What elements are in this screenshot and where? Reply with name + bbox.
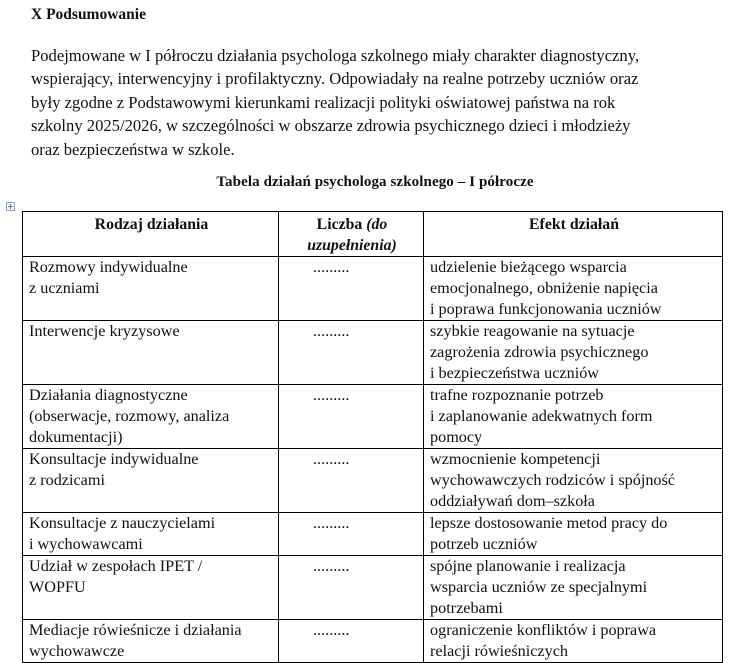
cell-type-line: Konsultacje z nauczycielami [29,514,216,532]
table-body [23,257,723,663]
summary-line: oraz bezpieczeństwa w szkole. [31,139,235,159]
cell-effect-line: potrzeb uczniów [430,535,538,553]
cell-type [23,321,279,385]
cell-effect [424,321,723,385]
cell-effect [424,257,723,321]
cell-effect [424,513,723,556]
table-row [23,556,723,620]
cell-effect-line: wsparcia uczniów ze specjalnymi [430,578,648,596]
cell-type [23,257,279,321]
cell-count[interactable]: ......... [279,556,424,620]
table-row [23,385,723,449]
cell-effect-line: i poprawa funkcjonowania uczniów [430,300,662,318]
summary-line: były zgodne z Podstawowymi kierunkami realizacji polityki oświatowej państwa na rok [31,92,616,112]
header-type: Rodzaj działania [23,212,279,257]
cell-effect-line: pomocy [430,428,483,446]
table-row [23,620,723,663]
cell-effect [424,620,723,663]
cell-effect-line: oddziaływań dom–szkoła [430,492,595,510]
cell-count[interactable]: ......... [279,321,424,385]
cell-type-line: Rozmowy indywidualne [29,258,188,276]
table-row [23,513,723,556]
cell-type-line: (obserwacje, rozmowy, analiza [29,407,230,425]
header-count [279,212,424,257]
header-effect: Efekt działań [424,212,723,257]
cell-effect-line: trafne rozpoznanie potrzeb [430,386,604,404]
cell-effect [424,385,723,449]
cell-type-line: Konsultacje indywidualne [29,450,199,468]
cell-type-line: Mediacje rówieśnicze i działania [29,621,242,639]
cell-effect-line: wychowawczych rodziców i spójność [430,471,675,489]
cell-effect-line: spójne planowanie i realizacja [430,557,626,575]
cell-effect-line: ograniczenie konfliktów i poprawa [430,621,657,639]
table-move-handle-icon[interactable] [6,202,15,211]
cell-effect-line: zagrożenia zdrowia psychicznego [430,343,649,361]
cell-type-line: z rodzicami [29,471,105,489]
table-header-row [23,212,723,257]
cell-type-line: i wychowawcami [29,535,143,553]
cell-count[interactable]: ......... [279,513,424,556]
cell-type [23,385,279,449]
cell-count[interactable]: ......... [279,449,424,513]
summary-line: szkolny 2025/2026, w szczególności w obszarze zdrowia psychicznego dzieci i młodzieży [31,116,631,136]
header-count-main: Liczba [316,216,367,233]
table-row [23,449,723,513]
cell-effect-line: potrzebami [430,599,503,617]
cell-count[interactable]: ......... [279,257,424,321]
cell-count[interactable]: ......... [279,385,424,449]
cell-effect-line: lepsze dostosowanie metod pracy do [430,514,668,532]
section-heading: X Podsumowanie [31,6,146,23]
summary-line: Podejmowane w I półroczu działania psychologa szkolnego miały charakter diagnostyczny, [31,46,640,65]
cell-effect-line: udzielenie bieżącego wsparcia [430,258,627,276]
cell-type [23,556,279,620]
cell-type-line: Interwencje kryzysowe [29,322,180,340]
header-count-italic-1: (do [366,216,388,233]
cell-type-line: Działania diagnostyczne [29,386,188,404]
table-row [23,321,723,385]
summary-line: wspierający, interwencyjny i profilaktyczny. Odpowiadały na realne potrzeby uczniów oraz [31,69,639,89]
cell-effect-line: emocjonalnego, obniżenie napięcia [430,279,658,297]
cell-effect [424,556,723,620]
cell-type [23,513,279,556]
summary-paragraph [31,44,736,161]
cell-effect-line: i zaplanowanie adekwatnych form [430,407,653,425]
cell-effect [424,449,723,513]
cell-effect-line: i bezpieczeństwa uczniów [430,364,599,382]
cell-type-line: z uczniami [29,279,100,297]
cell-count[interactable]: ......... [279,620,424,663]
cell-type-line: Udział w zespołach IPET / [29,557,203,575]
cell-type-line: WOPFU [29,578,86,596]
table-row [23,257,723,321]
cell-effect-line: relacji rówieśniczych [430,642,568,660]
cell-effect-line: wzmocnienie kompetencji [430,450,601,468]
cell-type-line: dokumentacji) [29,428,123,446]
cell-type [23,620,279,663]
cell-effect-line: szybkie reagowanie na sytuacje [430,322,635,340]
cell-type [23,449,279,513]
cell-type-line: wychowawcze [29,642,125,660]
activities-table [22,211,723,663]
header-count-italic-2: uzupełnienia) [307,237,397,254]
table-caption: Tabela działań psychologa szkolnego – I półrocze [216,174,534,190]
